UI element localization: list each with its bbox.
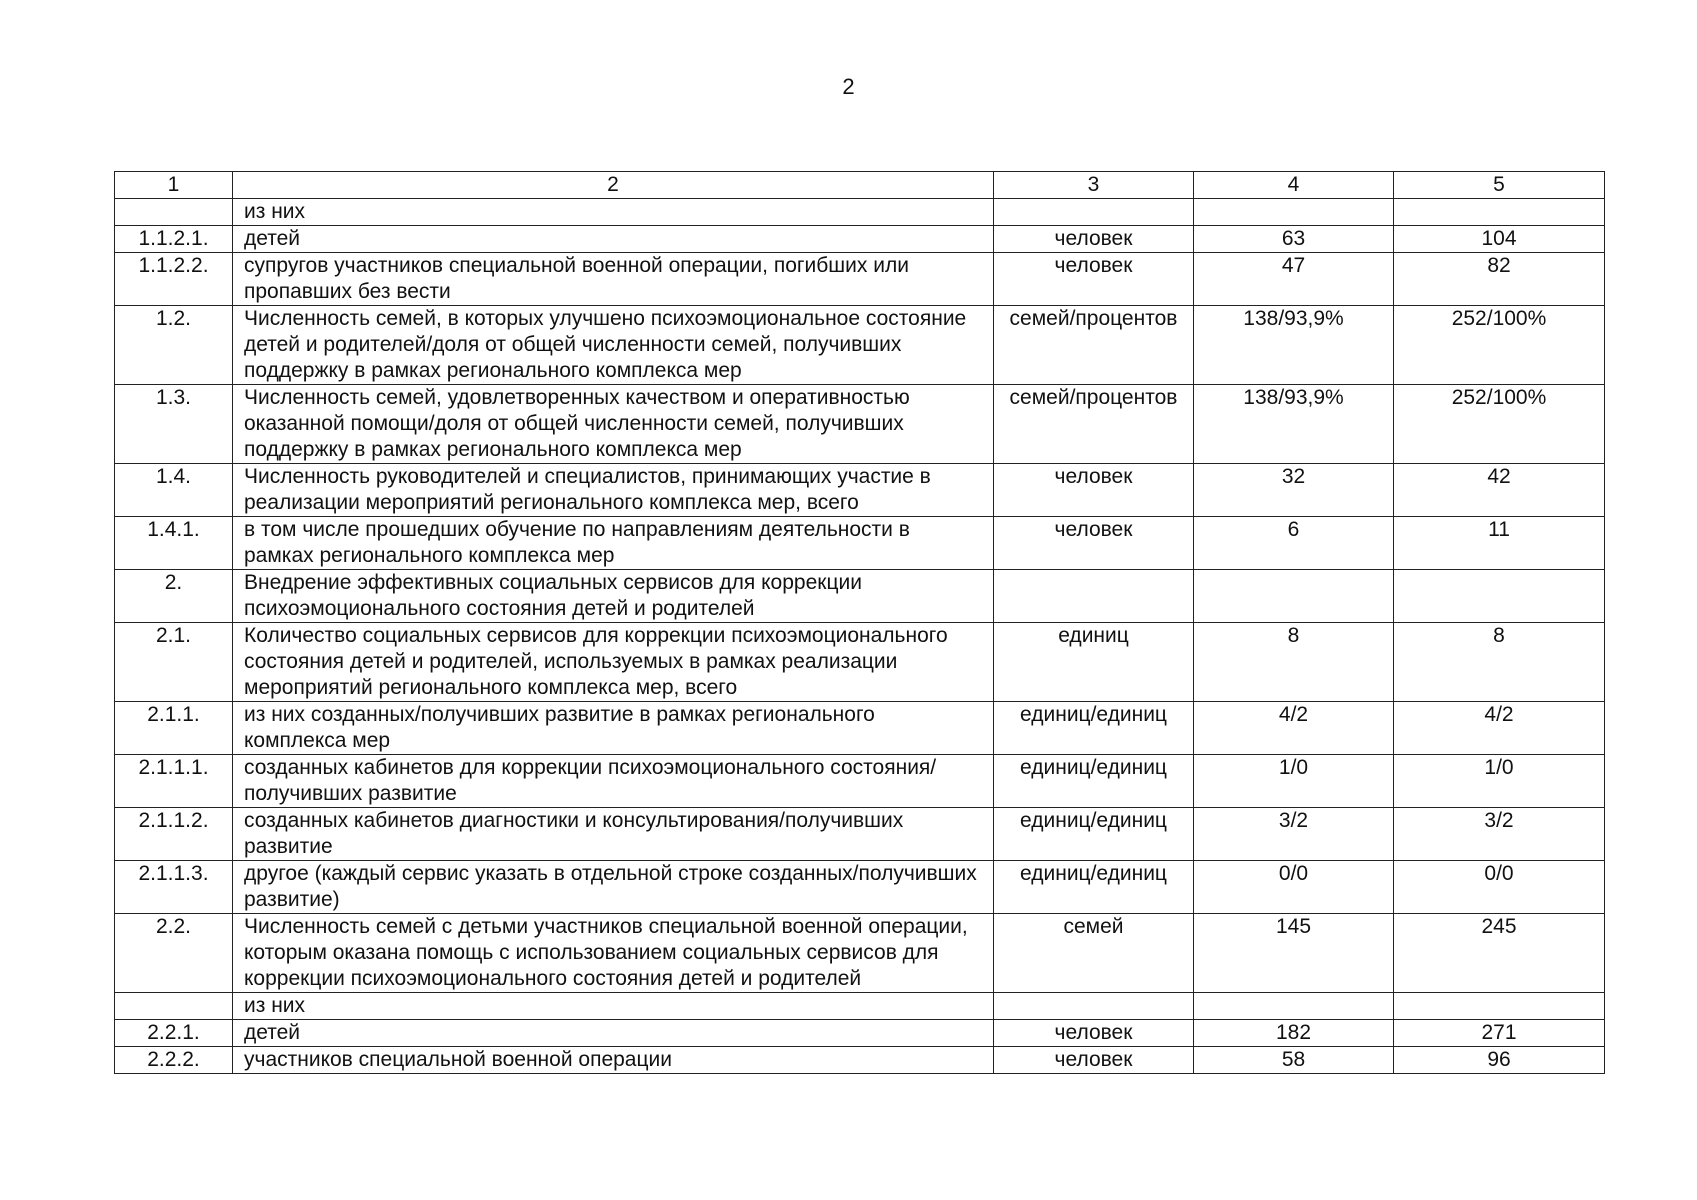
table-row [115, 1020, 1605, 1047]
table-row [115, 570, 1605, 623]
row-number-cell: 2.1.1.2. [115, 808, 233, 861]
row-number-cell: 1.3. [115, 385, 233, 464]
value-column-5-cell [1394, 993, 1605, 1020]
row-number-cell: 1.4.1. [115, 517, 233, 570]
indicator-description-cell: из них [233, 993, 994, 1020]
indicator-description-cell: участников специальной военной операции [233, 1047, 994, 1074]
indicator-description-cell: Внедрение эффективных социальных сервисов для коррекции психоэмоционального состояния детей и родителей [233, 570, 994, 623]
row-number-cell: 2.2.1. [115, 1020, 233, 1047]
table-row [115, 808, 1605, 861]
value-column-4-cell: 1/0 [1194, 755, 1394, 808]
row-number-cell: 1.1.2.2. [115, 253, 233, 306]
value-column-4-cell: 63 [1194, 226, 1394, 253]
indicator-description-cell: созданных кабинетов для коррекции психоэмоционального состояния/получивших развитие [233, 755, 994, 808]
table-row [115, 914, 1605, 993]
value-column-5-cell: 252/100% [1394, 385, 1605, 464]
value-column-4-cell [1194, 570, 1394, 623]
value-column-4-cell [1194, 993, 1394, 1020]
unit-cell: единиц/единиц [994, 808, 1194, 861]
unit-cell: единиц [994, 623, 1194, 702]
value-column-4-cell: 3/2 [1194, 808, 1394, 861]
row-number-cell: 2.1.1.3. [115, 861, 233, 914]
value-column-5-cell: 271 [1394, 1020, 1605, 1047]
value-column-5-cell: 0/0 [1394, 861, 1605, 914]
row-number-cell [115, 993, 233, 1020]
unit-cell: человек [994, 464, 1194, 517]
value-column-4-cell: 182 [1194, 1020, 1394, 1047]
value-column-4-cell: 58 [1194, 1047, 1394, 1074]
unit-cell: единиц/единиц [994, 861, 1194, 914]
table-row [115, 623, 1605, 702]
header-cell-3: 3 [994, 172, 1194, 199]
value-column-4-cell: 0/0 [1194, 861, 1394, 914]
table-row [115, 755, 1605, 808]
indicator-description-cell: супругов участников специальной военной операции, погибших или пропавших без вести [233, 253, 994, 306]
table-row [115, 306, 1605, 385]
table-row [115, 517, 1605, 570]
indicator-description-cell: Количество социальных сервисов для коррекции психоэмоционального состояния детей и родителей, используемых в рамках реализации мероприятий регионального комплекса мер, всего [233, 623, 994, 702]
value-column-5-cell: 42 [1394, 464, 1605, 517]
table-row [115, 1047, 1605, 1074]
unit-cell [994, 199, 1194, 226]
value-column-5-cell: 11 [1394, 517, 1605, 570]
value-column-5-cell: 104 [1394, 226, 1605, 253]
unit-cell: человек [994, 226, 1194, 253]
value-column-4-cell: 145 [1194, 914, 1394, 993]
value-column-5-cell: 8 [1394, 623, 1605, 702]
value-column-5-cell [1394, 199, 1605, 226]
row-number-cell: 2. [115, 570, 233, 623]
row-number-cell: 1.4. [115, 464, 233, 517]
value-column-4-cell: 4/2 [1194, 702, 1394, 755]
value-column-4-cell: 6 [1194, 517, 1394, 570]
header-cell-4: 4 [1194, 172, 1394, 199]
indicator-description-cell: Численность семей с детьми участников специальной военной операции, которым оказана помощь с использованием социальных сервисов для коррекции психоэмоционального состояния детей и родителей [233, 914, 994, 993]
table-row [115, 861, 1605, 914]
value-column-4-cell: 138/93,9% [1194, 385, 1394, 464]
value-column-5-cell [1394, 570, 1605, 623]
header-row [115, 172, 1605, 199]
unit-cell: человек [994, 1020, 1194, 1047]
value-column-4-cell: 138/93,9% [1194, 306, 1394, 385]
indicators-table [114, 171, 1605, 1074]
unit-cell [994, 993, 1194, 1020]
row-number-cell: 2.2.2. [115, 1047, 233, 1074]
value-column-4-cell: 8 [1194, 623, 1394, 702]
value-column-5-cell: 82 [1394, 253, 1605, 306]
unit-cell: человек [994, 1047, 1194, 1074]
value-column-4-cell: 47 [1194, 253, 1394, 306]
value-column-5-cell: 252/100% [1394, 306, 1605, 385]
indicator-description-cell: Численность семей, удовлетворенных качеством и оперативностью оказанной помощи/доля от общей численности семей, получивших поддержку в рамках регионального комплекса мер [233, 385, 994, 464]
table-row [115, 253, 1605, 306]
row-number-cell: 2.1.1. [115, 702, 233, 755]
value-column-5-cell: 1/0 [1394, 755, 1605, 808]
row-number-cell [115, 199, 233, 226]
table-row [115, 464, 1605, 517]
table-row [115, 702, 1605, 755]
unit-cell: семей [994, 914, 1194, 993]
indicator-description-cell: из них [233, 199, 994, 226]
unit-cell: единиц/единиц [994, 755, 1194, 808]
indicator-description-cell: Численность руководителей и специалистов, принимающих участие в реализации мероприятий регионального комплекса мер, всего [233, 464, 994, 517]
header-cell-1: 1 [115, 172, 233, 199]
table-row [115, 993, 1605, 1020]
row-number-cell: 1.2. [115, 306, 233, 385]
value-column-5-cell: 4/2 [1394, 702, 1605, 755]
row-number-cell: 2.2. [115, 914, 233, 993]
indicator-description-cell: из них созданных/получивших развитие в рамках регионального комплекса мер [233, 702, 994, 755]
indicator-description-cell: в том числе прошедших обучение по направлениям деятельности в рамках регионального комплекса мер [233, 517, 994, 570]
header-cell-2: 2 [233, 172, 994, 199]
value-column-5-cell: 96 [1394, 1047, 1605, 1074]
value-column-4-cell [1194, 199, 1394, 226]
indicator-description-cell: Численность семей, в которых улучшено психоэмоциональное состояние детей и родителей/доля от общей численности семей, получивших поддержку в рамках регионального комплекса мер [233, 306, 994, 385]
row-number-cell: 2.1. [115, 623, 233, 702]
row-number-cell: 1.1.2.1. [115, 226, 233, 253]
indicator-description-cell: созданных кабинетов диагностики и консультирования/получивших развитие [233, 808, 994, 861]
unit-cell: человек [994, 253, 1194, 306]
table-row [115, 199, 1605, 226]
value-column-5-cell: 245 [1394, 914, 1605, 993]
indicator-description-cell: детей [233, 1020, 994, 1047]
table-row [115, 226, 1605, 253]
indicator-description-cell: детей [233, 226, 994, 253]
value-column-4-cell: 32 [1194, 464, 1394, 517]
page-number: 2 [842, 74, 855, 99]
value-column-5-cell: 3/2 [1394, 808, 1605, 861]
row-number-cell: 2.1.1.1. [115, 755, 233, 808]
unit-cell: семей/процентов [994, 385, 1194, 464]
unit-cell: человек [994, 517, 1194, 570]
unit-cell [994, 570, 1194, 623]
unit-cell: единиц/единиц [994, 702, 1194, 755]
header-cell-5: 5 [1394, 172, 1605, 199]
unit-cell: семей/процентов [994, 306, 1194, 385]
table-row [115, 385, 1605, 464]
indicator-description-cell: другое (каждый сервис указать в отдельной строке созданных/получивших развитие) [233, 861, 994, 914]
